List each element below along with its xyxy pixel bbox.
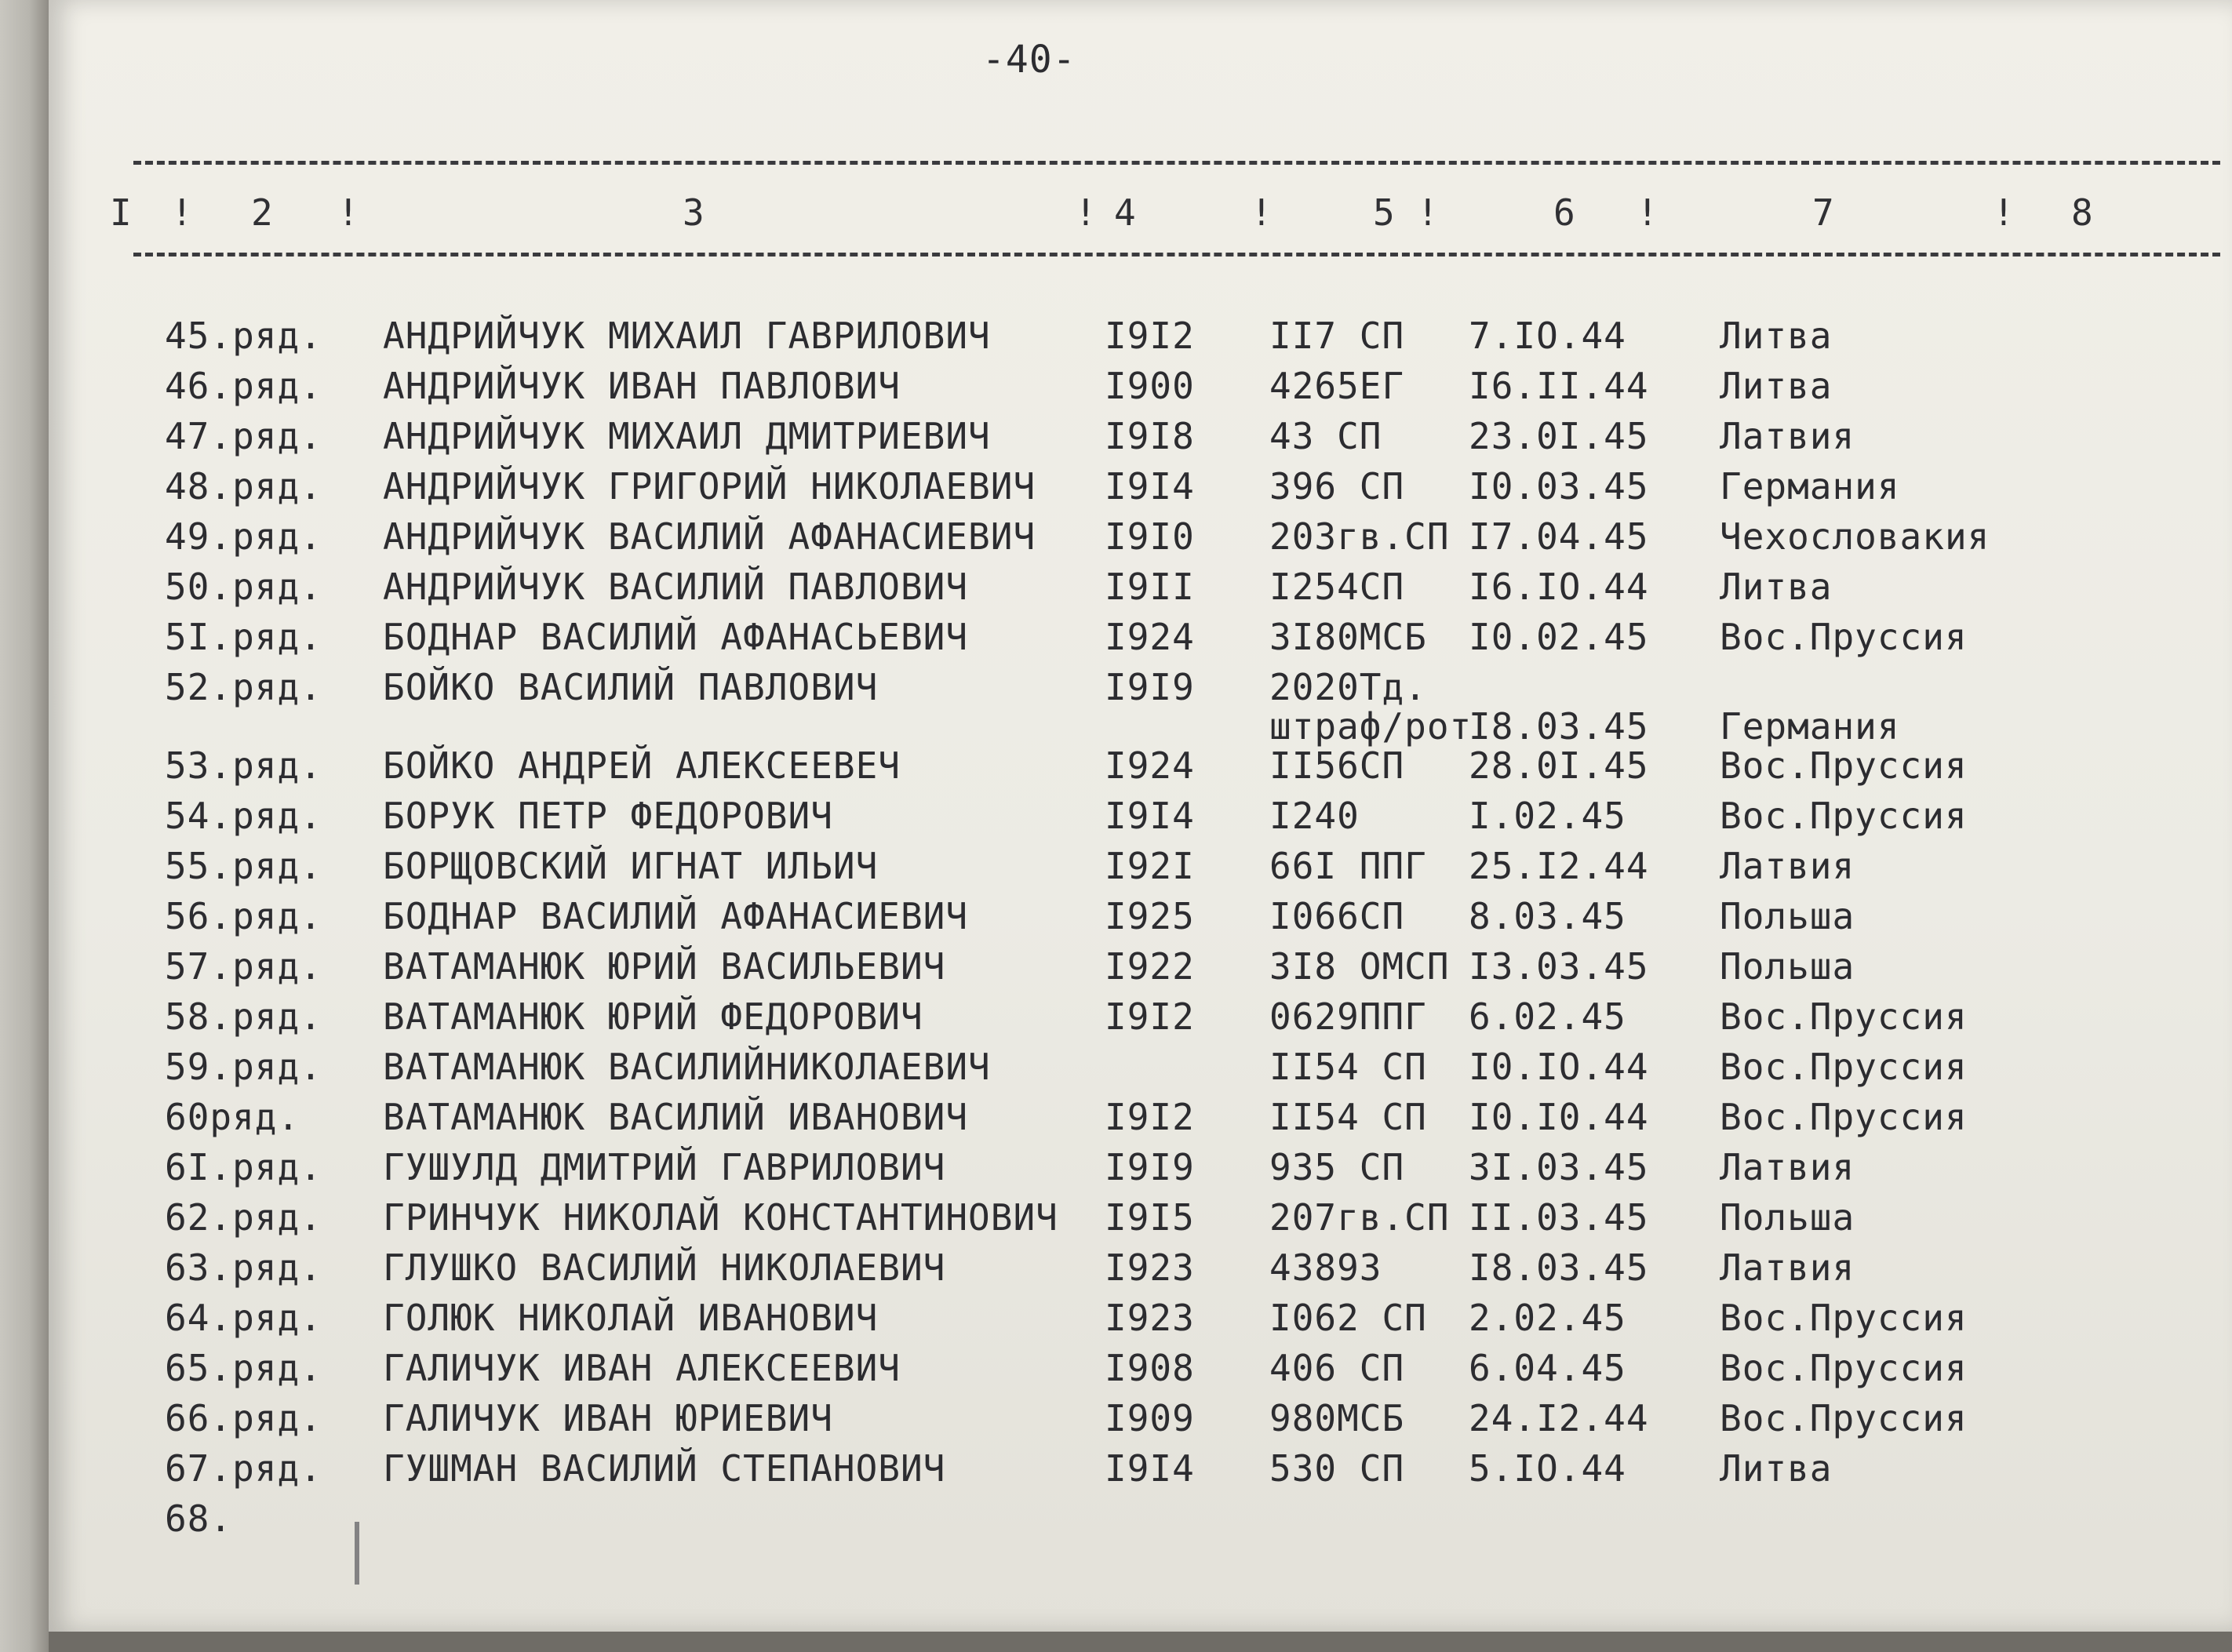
birth-year: I9I2	[1105, 315, 1195, 357]
place-of-burial: Германия	[1720, 705, 1900, 748]
military-unit: 406 СП	[1269, 1347, 1405, 1389]
person-name: ВАТАМАНЮК ЮРИЙ ФЕДОРОВИЧ	[383, 995, 923, 1038]
birth-year: I925	[1105, 895, 1195, 937]
row-number: 50.ряд.	[165, 566, 322, 608]
military-unit: II54 СП	[1269, 1046, 1427, 1088]
column-separator: !	[1993, 191, 2015, 234]
place-of-burial: Вос.Пруссия	[1720, 1297, 1968, 1339]
place-of-burial: Вос.Пруссия	[1720, 795, 1968, 837]
military-unit: I240	[1269, 795, 1360, 837]
military-unit: 3I8 ОМСП	[1269, 945, 1450, 988]
place-of-burial: Польша	[1720, 945, 1855, 988]
person-name: БОЙКО АНДРЕЙ АЛЕКСЕЕВЕЧ	[383, 744, 901, 787]
birth-year: I9I4	[1105, 1447, 1195, 1490]
row-number: 6I.ряд.	[165, 1146, 322, 1188]
military-unit: 43 СП	[1269, 415, 1382, 457]
military-unit-continued: штраф/рот	[1269, 705, 1473, 748]
row-number: 59.ряд.	[165, 1046, 322, 1088]
birth-year: I909	[1105, 1397, 1195, 1439]
birth-year: I9I4	[1105, 465, 1195, 508]
person-name: БОРЩОВСКИЙ ИГНАТ ИЛЬИЧ	[383, 845, 879, 887]
place-of-burial: Вос.Пруссия	[1720, 995, 1968, 1038]
date-of-death: 7.IO.44	[1469, 315, 1626, 357]
birth-year: I900	[1105, 365, 1195, 407]
column-separator: !	[337, 191, 360, 234]
place-of-burial: Латвия	[1720, 415, 1855, 457]
birth-year: I922	[1105, 945, 1195, 988]
header-rule-bottom	[133, 253, 2220, 257]
column-header-3: 3	[683, 191, 705, 234]
person-name: ВАТАМАНЮК ВАСИЛИЙ ИВАНОВИЧ	[383, 1096, 969, 1138]
birth-year: I92I	[1105, 845, 1195, 887]
military-unit: II7 СП	[1269, 315, 1405, 357]
date-of-death: I0.IO.44	[1469, 1046, 1649, 1088]
birth-year: I9I9	[1105, 666, 1195, 708]
margin-mark	[355, 1522, 359, 1585]
row-number: 56.ряд.	[165, 895, 322, 937]
military-unit: I254СП	[1269, 566, 1405, 608]
military-unit: 3I80МСБ	[1269, 616, 1427, 658]
person-name: ГУШМАН ВАСИЛИЙ СТЕПАНОВИЧ	[383, 1447, 946, 1490]
date-of-death: I8.03.45	[1469, 705, 1649, 748]
place-of-burial: Вос.Пруссия	[1720, 1096, 1968, 1138]
birth-year: I9I0	[1105, 515, 1195, 558]
person-name: БОДНАР ВАСИЛИЙ АФАНАСИЕВИЧ	[383, 895, 969, 937]
row-number: 45.ряд.	[165, 315, 322, 357]
date-of-death: I6.II.44	[1469, 365, 1649, 407]
row-number: 57.ряд.	[165, 945, 322, 988]
column-separator: !	[1075, 191, 1098, 234]
birth-year: I923	[1105, 1297, 1195, 1339]
person-name: АНДРИЙЧУК МИХАИЛ ГАВРИЛОВИЧ	[383, 315, 991, 357]
birth-year: I9I5	[1105, 1196, 1195, 1239]
military-unit: 0629ППГ	[1269, 995, 1427, 1038]
row-number: 55.ряд.	[165, 845, 322, 887]
military-unit: II56СП	[1269, 744, 1405, 787]
row-number: 47.ряд.	[165, 415, 322, 457]
row-number: 5I.ряд.	[165, 616, 322, 658]
row-number: 65.ряд.	[165, 1347, 322, 1389]
military-unit: I066СП	[1269, 895, 1405, 937]
date-of-death: 6.02.45	[1469, 995, 1626, 1038]
place-of-burial: Чехословакия	[1720, 515, 1990, 558]
row-number: 68.	[165, 1497, 233, 1540]
column-separator: !	[1251, 191, 1273, 234]
date-of-death: 25.I2.44	[1469, 845, 1649, 887]
column-header-6: 6	[1553, 191, 1576, 234]
birth-year: I9II	[1105, 566, 1195, 608]
military-unit: 43893	[1269, 1246, 1382, 1289]
place-of-burial: Литва	[1720, 1447, 1833, 1490]
date-of-death: 3I.03.45	[1469, 1146, 1649, 1188]
row-number: 63.ряд.	[165, 1246, 322, 1289]
birth-year: I9I2	[1105, 1096, 1195, 1138]
place-of-burial: Литва	[1720, 566, 1833, 608]
page-number: -40-	[982, 38, 1076, 82]
place-of-burial: Вос.Пруссия	[1720, 744, 1968, 787]
row-number: 48.ряд.	[165, 465, 322, 508]
person-name: АНДРИЙЧУК МИХАИЛ ДМИТРИЕВИЧ	[383, 415, 991, 457]
place-of-burial: Германия	[1720, 465, 1900, 508]
military-unit: 396 СП	[1269, 465, 1405, 508]
date-of-death: I.02.45	[1469, 795, 1626, 837]
place-of-burial: Польша	[1720, 895, 1855, 937]
birth-year: I923	[1105, 1246, 1195, 1289]
header-rule-top	[133, 161, 2220, 165]
birth-year: I924	[1105, 616, 1195, 658]
place-of-burial: Вос.Пруссия	[1720, 1347, 1968, 1389]
column-separator: !	[171, 191, 194, 234]
date-of-death: 2.02.45	[1469, 1297, 1626, 1339]
column-header-5: 5	[1373, 191, 1396, 234]
military-unit: 207гв.СП	[1269, 1196, 1450, 1239]
row-number: 46.ряд.	[165, 365, 322, 407]
military-unit: 203гв.СП	[1269, 515, 1450, 558]
date-of-death: 24.I2.44	[1469, 1397, 1649, 1439]
date-of-death: 5.IO.44	[1469, 1447, 1626, 1490]
military-unit: 530 СП	[1269, 1447, 1405, 1490]
person-name: ВАТАМАНЮК ВАСИЛИЙНИКОЛАЕВИЧ	[383, 1046, 991, 1088]
military-unit: II54 СП	[1269, 1096, 1427, 1138]
military-unit: 2020Тд.	[1269, 666, 1427, 708]
military-unit: 66I ППГ	[1269, 845, 1427, 887]
place-of-burial: Польша	[1720, 1196, 1855, 1239]
column-header-7: 7	[1812, 191, 1835, 234]
person-name: ГАЛИЧУК ИВАН АЛЕКСЕЕВИЧ	[383, 1347, 901, 1389]
column-header-1: I	[110, 191, 133, 234]
place-of-burial: Литва	[1720, 315, 1833, 357]
military-unit: 935 СП	[1269, 1146, 1405, 1188]
date-of-death: I8.03.45	[1469, 1246, 1649, 1289]
date-of-death: I7.04.45	[1469, 515, 1649, 558]
row-number: 66.ряд.	[165, 1397, 322, 1439]
person-name: БОРУК ПЕТР ФЕДОРОВИЧ	[383, 795, 833, 837]
person-name: АНДРИЙЧУК ВАСИЛИЙ АФАНАСИЕВИЧ	[383, 515, 1036, 558]
birth-year: I908	[1105, 1347, 1195, 1389]
place-of-burial: Вос.Пруссия	[1720, 1397, 1968, 1439]
place-of-burial: Латвия	[1720, 1146, 1855, 1188]
birth-year: I924	[1105, 744, 1195, 787]
row-number: 58.ряд.	[165, 995, 322, 1038]
row-number: 52.ряд.	[165, 666, 322, 708]
place-of-burial: Литва	[1720, 365, 1833, 407]
row-number: 67.ряд.	[165, 1447, 322, 1490]
person-name: АНДРИЙЧУК ИВАН ПАВЛОВИЧ	[383, 365, 901, 407]
place-of-burial: Вос.Пруссия	[1720, 1046, 1968, 1088]
place-of-burial: Латвия	[1720, 1246, 1855, 1289]
book-spine	[0, 0, 49, 1652]
column-header-2: 2	[251, 191, 274, 234]
person-name: БОДНАР ВАСИЛИЙ АФАНАСЬЕВИЧ	[383, 616, 969, 658]
person-name: БОЙКО ВАСИЛИЙ ПАВЛОВИЧ	[383, 666, 879, 708]
row-number: 54.ряд.	[165, 795, 322, 837]
person-name: АНДРИЙЧУК ГРИГОРИЙ НИКОЛАЕВИЧ	[383, 465, 1036, 508]
date-of-death: I3.03.45	[1469, 945, 1649, 988]
person-name: ГРИНЧУК НИКОЛАЙ КОНСТАНТИНОВИЧ	[383, 1196, 1058, 1239]
row-number: 49.ряд.	[165, 515, 322, 558]
birth-year: I9I9	[1105, 1146, 1195, 1188]
date-of-death: I0.03.45	[1469, 465, 1649, 508]
person-name: ГЛУШКО ВАСИЛИЙ НИКОЛАЕВИЧ	[383, 1246, 946, 1289]
date-of-death: II.03.45	[1469, 1196, 1649, 1239]
column-header-8: 8	[2071, 191, 2094, 234]
birth-year: I9I4	[1105, 795, 1195, 837]
military-unit: 980МСБ	[1269, 1397, 1405, 1439]
row-number: 53.ряд.	[165, 744, 322, 787]
row-number: 64.ряд.	[165, 1297, 322, 1339]
date-of-death: I6.IO.44	[1469, 566, 1649, 608]
row-number: 62.ряд.	[165, 1196, 322, 1239]
document-page	[49, 0, 2232, 1632]
date-of-death: 23.0I.45	[1469, 415, 1649, 457]
date-of-death: I0.I0.44	[1469, 1096, 1649, 1138]
birth-year: I9I2	[1105, 995, 1195, 1038]
date-of-death: 6.04.45	[1469, 1347, 1626, 1389]
date-of-death: I0.02.45	[1469, 616, 1649, 658]
page-bottom-edge	[49, 1632, 2232, 1652]
place-of-burial: Латвия	[1720, 845, 1855, 887]
column-header-4: 4	[1114, 191, 1137, 234]
person-name: ГОЛЮК НИКОЛАЙ ИВАНОВИЧ	[383, 1297, 879, 1339]
person-name: ГАЛИЧУК ИВАН ЮРИЕВИЧ	[383, 1397, 833, 1439]
column-separator: !	[1637, 191, 1659, 234]
military-unit: 4265ЕГ	[1269, 365, 1405, 407]
person-name: ВАТАМАНЮК ЮРИЙ ВАСИЛЬЕВИЧ	[383, 945, 946, 988]
place-of-burial: Вос.Пруссия	[1720, 616, 1968, 658]
person-name: АНДРИЙЧУК ВАСИЛИЙ ПАВЛОВИЧ	[383, 566, 969, 608]
date-of-death: 28.0I.45	[1469, 744, 1649, 787]
date-of-death: 8.03.45	[1469, 895, 1626, 937]
military-unit: I062 СП	[1269, 1297, 1427, 1339]
person-name: ГУШУЛД ДМИТРИЙ ГАВРИЛОВИЧ	[383, 1146, 946, 1188]
row-number: 60ряд.	[165, 1096, 300, 1138]
column-separator: !	[1417, 191, 1440, 234]
birth-year: I9I8	[1105, 415, 1195, 457]
